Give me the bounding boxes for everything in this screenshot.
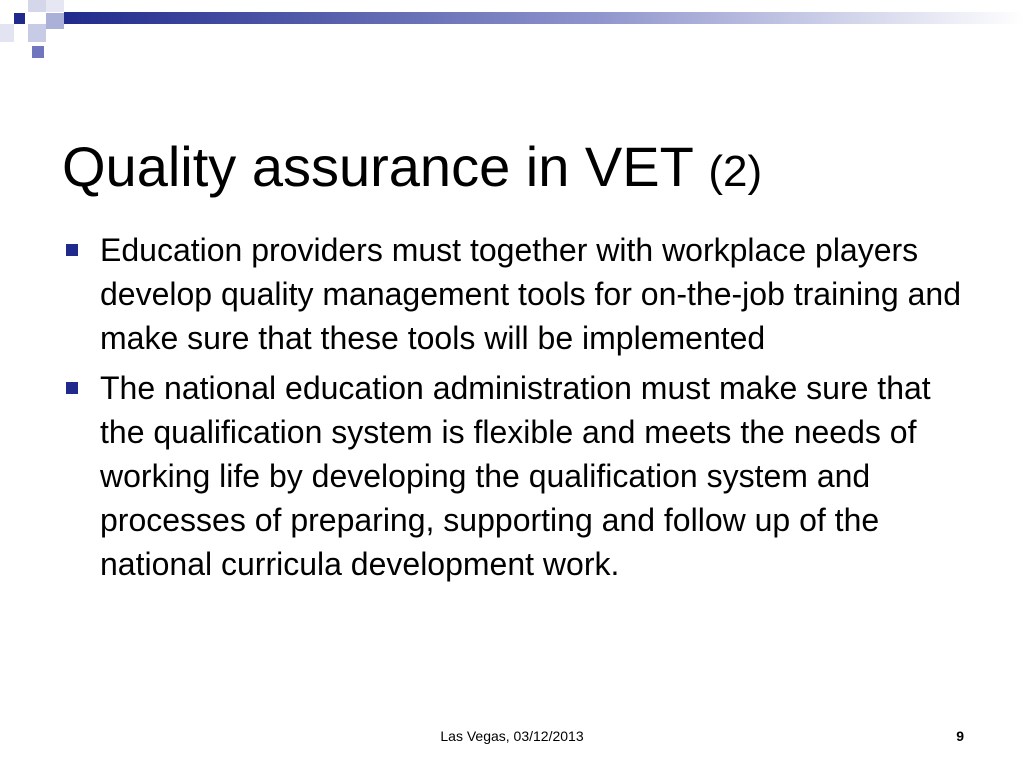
deco-square-light xyxy=(28,0,46,12)
square-bullet-icon xyxy=(66,382,78,394)
slide-title xyxy=(62,132,762,207)
slide-title-suffix: (2) xyxy=(708,147,763,196)
header-gradient-band xyxy=(64,12,1024,24)
bullet-list xyxy=(62,228,982,592)
deco-square-dark xyxy=(14,13,25,24)
deco-square-light xyxy=(28,24,46,42)
deco-square-light xyxy=(0,24,14,42)
deco-square-mid xyxy=(32,46,44,58)
bullet-text: Education providers must together with workplace players develop quality management tools for on-the-job training and make sure that these tools will be implemented xyxy=(100,232,961,356)
deco-square-light xyxy=(46,13,64,29)
deco-square-light xyxy=(46,0,64,12)
square-bullet-icon xyxy=(66,244,78,256)
slide-title-text: Quality assurance in VET xyxy=(62,135,693,198)
bullet-item xyxy=(62,228,982,360)
header-decoration xyxy=(0,0,1024,62)
footer-location-date: Las Vegas, 03/12/2013 xyxy=(440,728,584,744)
bullet-item xyxy=(62,366,982,586)
bullet-text: The national education administration must make sure that the qualification system is flexible and meets the needs of working life by developing the qualification system and processes of preparing, supporting and follow up of the national curricula development work. xyxy=(100,370,931,582)
page-number: 9 xyxy=(956,728,964,744)
